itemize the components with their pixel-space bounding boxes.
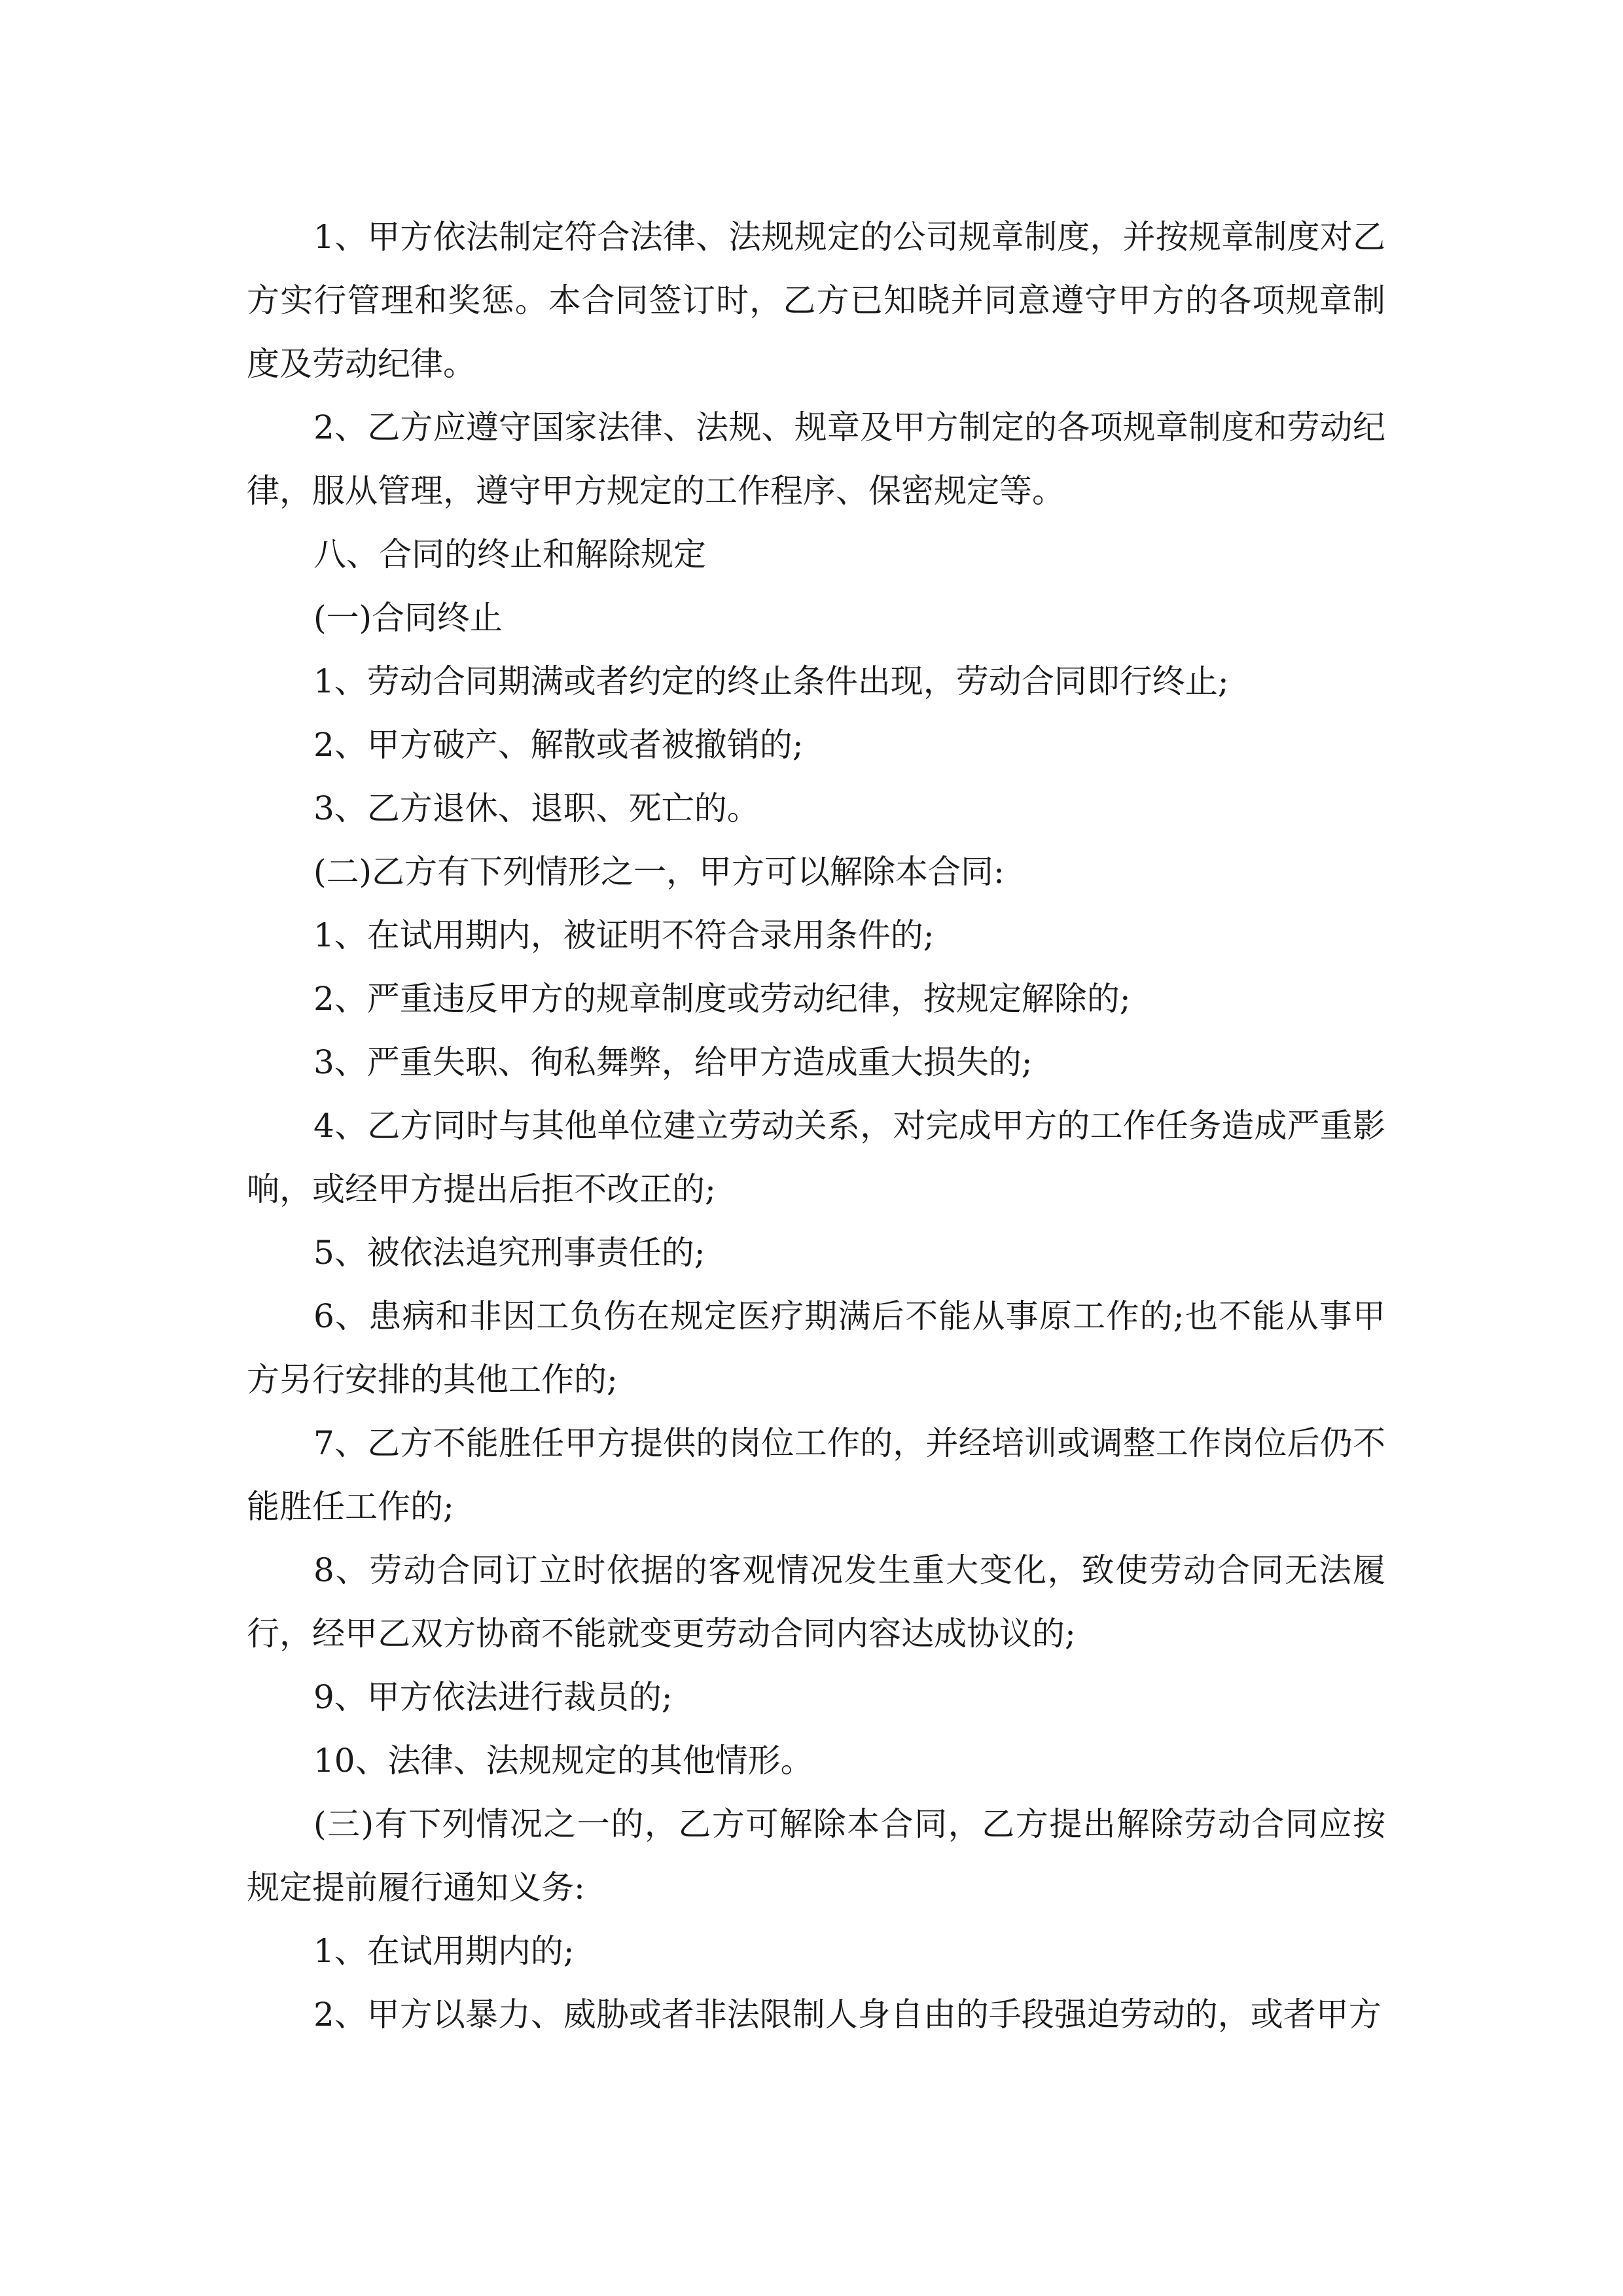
list-item: 7、乙方不能胜任甲方提供的岗位工作的，并经培训或调整工作岗位后仍不能胜任工作的; <box>247 1424 1385 1526</box>
list-item: 5、被依法追究刑事责任的; <box>313 1234 705 1272</box>
list-item: 2、甲方破产、解散或者被撤销的; <box>313 726 804 764</box>
paragraph: 2、乙方应遵守国家法律、法规、规章及甲方制定的各项规章制度和劳动纪律，服从管理，遵守甲方规定的工作程序、保密规定等。 <box>247 408 1385 510</box>
subsection-heading: (三)有下列情况之一的，乙方可解除本合同，乙方提出解除劳动合同应按规定提前履行通知义务: <box>247 1805 1385 1907</box>
paragraph: 1、甲方依法制定符合法律、法规规定的公司规章制度，并按规章制度对乙方实行管理和奖惩。本合同签订时，乙方已知晓并同意遵守甲方的各项规章制度及劳动纪律。 <box>247 218 1385 383</box>
list-item: 9、甲方依法进行裁员的; <box>313 1678 673 1716</box>
document-body <box>247 206 1385 2047</box>
list-item: 1、在试用期内，被证明不符合录用条件的; <box>313 916 935 954</box>
list-item: 10、法律、法规规定的其他情形。 <box>313 1742 813 1780</box>
list-item: 6、患病和非因工负伤在规定医疗期满后不能从事原工作的;也不能从事甲方另行安排的其他工作的; <box>247 1297 1385 1399</box>
subsection-heading: (二)乙方有下列情形之一，甲方可以解除本合同: <box>313 853 1005 891</box>
list-item: 8、劳动合同订立时依据的客观情况发生重大变化，致使劳动合同无法履行，经甲乙双方协商不能就变更劳动合同内容达成协议的; <box>247 1551 1385 1653</box>
list-item: 4、乙方同时与其他单位建立劳动关系，对完成甲方的工作任务造成严重影响，或经甲方提出后拒不改正的; <box>247 1107 1385 1208</box>
list-item: 3、乙方退休、退职、死亡的。 <box>313 789 760 827</box>
list-item: 1、在试用期内的; <box>313 1932 575 1970</box>
list-item: 1、劳动合同期满或者约定的终止条件出现，劳动合同即行终止; <box>313 662 1229 700</box>
list-item: 3、严重失职、徇私舞弊，给甲方造成重大损失的; <box>313 1043 1033 1081</box>
subsection-heading: (一)合同终止 <box>313 599 503 637</box>
list-item: 2、甲方以暴力、威胁或者非法限制人身自由的手段强迫劳动的，或者甲方 <box>313 1996 1382 2034</box>
list-item: 2、严重违反甲方的规章制度或劳动纪律，按规定解除的; <box>313 980 1131 1018</box>
section-heading: 八、合同的终止和解除规定 <box>313 535 706 573</box>
